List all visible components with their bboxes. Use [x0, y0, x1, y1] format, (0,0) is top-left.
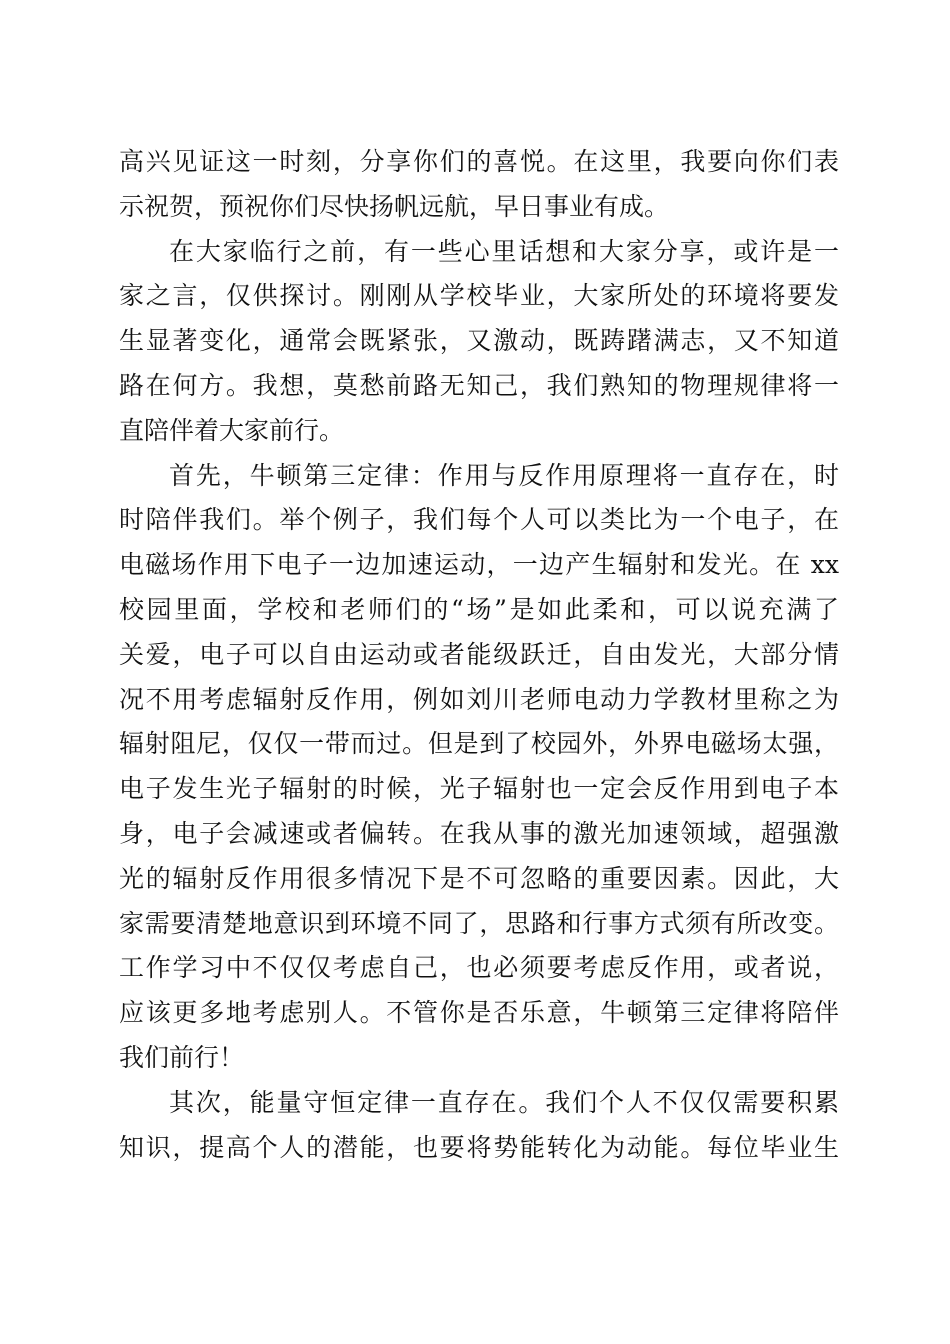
- text-line: 时陪伴我们。举个例子，我们每个人可以类比为一个电子，在: [119, 505, 839, 535]
- text-line: 示祝贺，预祝你们尽快扬帆远航，早日事业有成。: [119, 191, 670, 221]
- text-line: 直陪伴着大家前行。: [119, 415, 345, 445]
- text-line: 电子发生光子辐射的时候，光子辐射也一定会反作用到电子本: [119, 774, 839, 804]
- text-line: 路在何方。我想，莫愁前路无知己，我们熟知的物理规律将一: [119, 370, 839, 400]
- paragraph-first-line: 在大家临行之前，有一些心里话想和大家分享，或许是一: [169, 236, 839, 266]
- text-line: 况不用考虑辐射反作用，例如刘川老师电动力学教材里称之为: [119, 684, 839, 714]
- body-text: [119, 140, 839, 1170]
- text-line: 工作学习中不仅仅考虑自己，也必须要考虑反作用，或者说，: [119, 953, 839, 983]
- text-line: 知识，提高个人的潜能，也要将势能转化为动能。每位毕业生: [119, 1132, 839, 1162]
- paragraph-first-line: 其次，能量守恒定律一直存在。我们个人不仅仅需要积累: [169, 1087, 839, 1117]
- text-line: 应该更多地考虑别人。不管你是否乐意，牛顿第三定律将陪伴: [119, 998, 839, 1028]
- text-line: 家之言，仅供探讨。刚刚从学校毕业，大家所处的环境将要发: [119, 281, 839, 311]
- paragraph-first-line: 首先，牛顿第三定律：作用与反作用原理将一直存在，时: [169, 460, 839, 490]
- text-line: 我们前行！: [119, 1042, 245, 1072]
- text-line: 关爱，电子可以自由运动或者能级跃迁，自由发光，大部分情: [119, 639, 839, 669]
- text-line: 光的辐射反作用很多情况下是不可忽略的重要因素。因此，大: [119, 863, 839, 893]
- text-line: 生显著变化，通常会既紧张，又激动，既踌躇满志，又不知道: [119, 326, 839, 356]
- text-line: 辐射阻尼，仅仅一带而过。但是到了校园外，外界电磁场太强，: [119, 729, 839, 759]
- text-line: 身，电子会减速或者偏转。在我从事的激光加速领域，超强激: [119, 818, 839, 848]
- text-line: 校园里面，学校和老师们的“场”是如此柔和，可以说充满了: [119, 594, 839, 624]
- text-line: 电磁场作用下电子一边加速运动，一边产生辐射和发光。在 xx: [119, 550, 839, 580]
- text-line: 高兴见证这一时刻，分享你们的喜悦。在这里，我要向你们表: [119, 147, 839, 176]
- text-line: 家需要清楚地意识到环境不同了，思路和行事方式须有所改变。: [119, 908, 839, 938]
